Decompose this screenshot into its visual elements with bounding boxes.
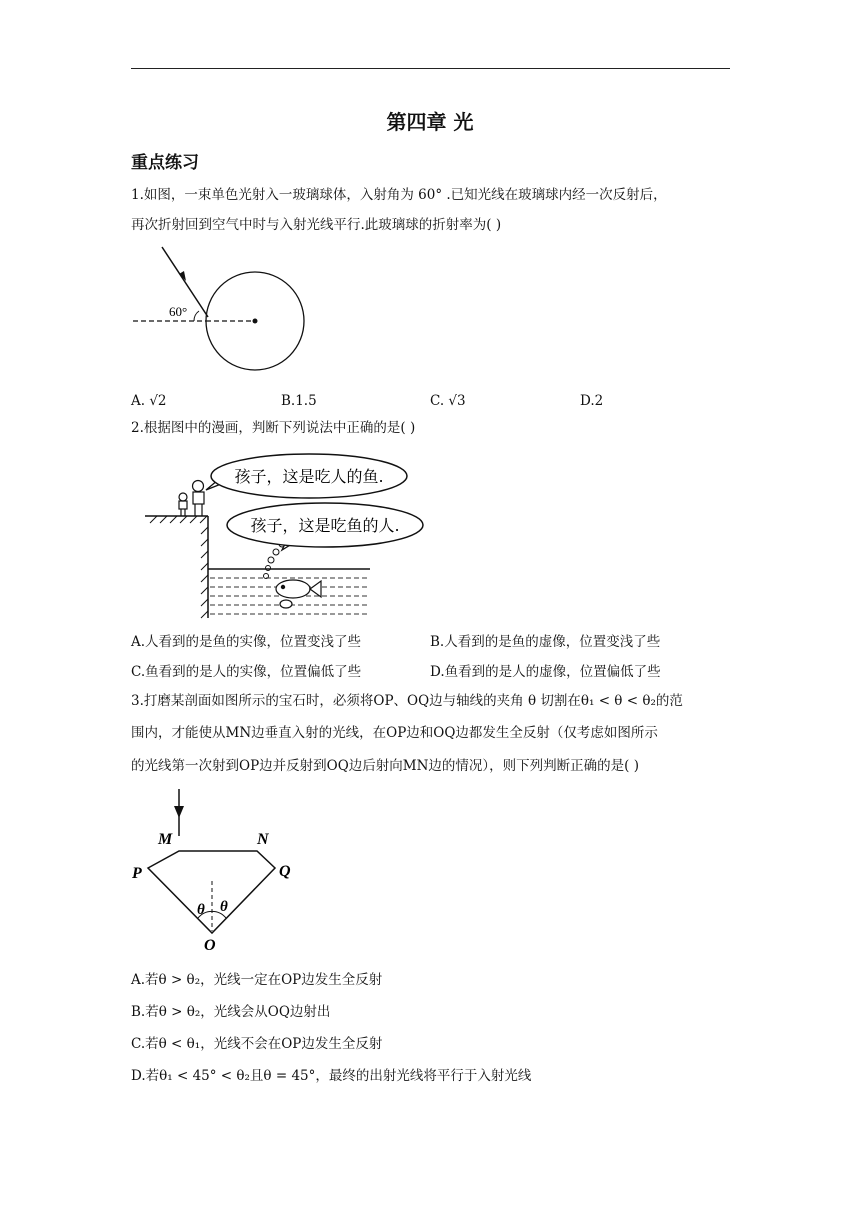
q1-option-d: D.2 xyxy=(580,393,604,409)
label-theta-left: θ xyxy=(197,902,205,918)
bubble-top-text: 孩子，这是吃人的鱼. xyxy=(234,467,384,486)
q1-option-b: B.1.5 xyxy=(281,393,317,409)
fish-figure xyxy=(276,580,321,608)
label-o: O xyxy=(204,937,216,954)
q2-option-d: D.鱼看到的是人的虚像，位置偏低了些 xyxy=(430,664,661,680)
angle-label: 60° xyxy=(169,304,188,319)
gem-figure xyxy=(128,786,308,956)
sphere-center xyxy=(253,319,258,324)
q1-option-a: A. √2 xyxy=(131,393,167,409)
label-q: Q xyxy=(279,863,291,880)
q3-line-1: 3.打磨某剖面如图所示的宝石时，必须将OP、OQ边与轴线的夹角 θ 切割在θ₁ < θ < θ₂的范 xyxy=(131,693,683,709)
q3-option-d: D.若θ₁ < 45° < θ₂且θ = 45°，最终的出射光线将平行于入射光线 xyxy=(131,1068,532,1084)
q1-line-1: 1.如图，一束单色光射入一玻璃球体，入射角为 60° .已知光线在玻璃球内经一次反射后， xyxy=(131,187,667,203)
page-title: 第四章 光 xyxy=(386,110,474,134)
bubbles xyxy=(264,541,286,579)
q2-option-c: C.鱼看到的是人的实像，位置偏低了些 xyxy=(131,664,362,680)
q3-line-2: 围内，才能使从MN边垂直入射的光线，在OP边和OQ边都发生全反射（仅考虑如图所示 xyxy=(131,725,658,741)
cartoon-figure xyxy=(140,446,400,624)
q3-option-b: B.若θ > θ₂，光线会从OQ边射出 xyxy=(131,1004,331,1020)
header-rule xyxy=(131,68,730,69)
child-figure xyxy=(179,493,187,516)
label-n: N xyxy=(257,831,269,848)
adult-figure xyxy=(193,481,205,517)
label-p: P xyxy=(132,865,142,882)
label-theta-right: θ xyxy=(220,899,228,915)
ray-arrow xyxy=(174,806,184,818)
q3-option-c: C.若θ < θ₁，光线不会在OP边发生全反射 xyxy=(131,1036,383,1052)
angle-arc xyxy=(194,311,199,321)
cliff-hatch xyxy=(150,516,208,618)
q1-option-c: C. √3 xyxy=(430,393,466,409)
q3-line-3: 的光线第一次射到OP边并反射到OQ边后射向MN边的情况），则下列判断正确的是( ) xyxy=(131,758,639,774)
glass-sphere-figure xyxy=(128,244,328,374)
bubble-bottom-text: 孩子，这是吃鱼的人. xyxy=(250,516,400,535)
q1-line-2: 再次折射回到空气中时与入射光线平行.此玻璃球的折射率为( ) xyxy=(131,217,502,233)
q2-line-1: 2.根据图中的漫画，判断下列说法中正确的是( ) xyxy=(131,420,416,436)
q2-option-b: B.人看到的是鱼的虚像，位置变浅了些 xyxy=(430,634,661,650)
label-m: M xyxy=(158,831,173,848)
q3-option-a: A.若θ > θ₂，光线一定在OP边发生全反射 xyxy=(131,972,383,988)
section-heading: 重点练习 xyxy=(131,153,199,173)
q2-option-a: A.人看到的是鱼的实像，位置变浅了些 xyxy=(131,634,362,650)
